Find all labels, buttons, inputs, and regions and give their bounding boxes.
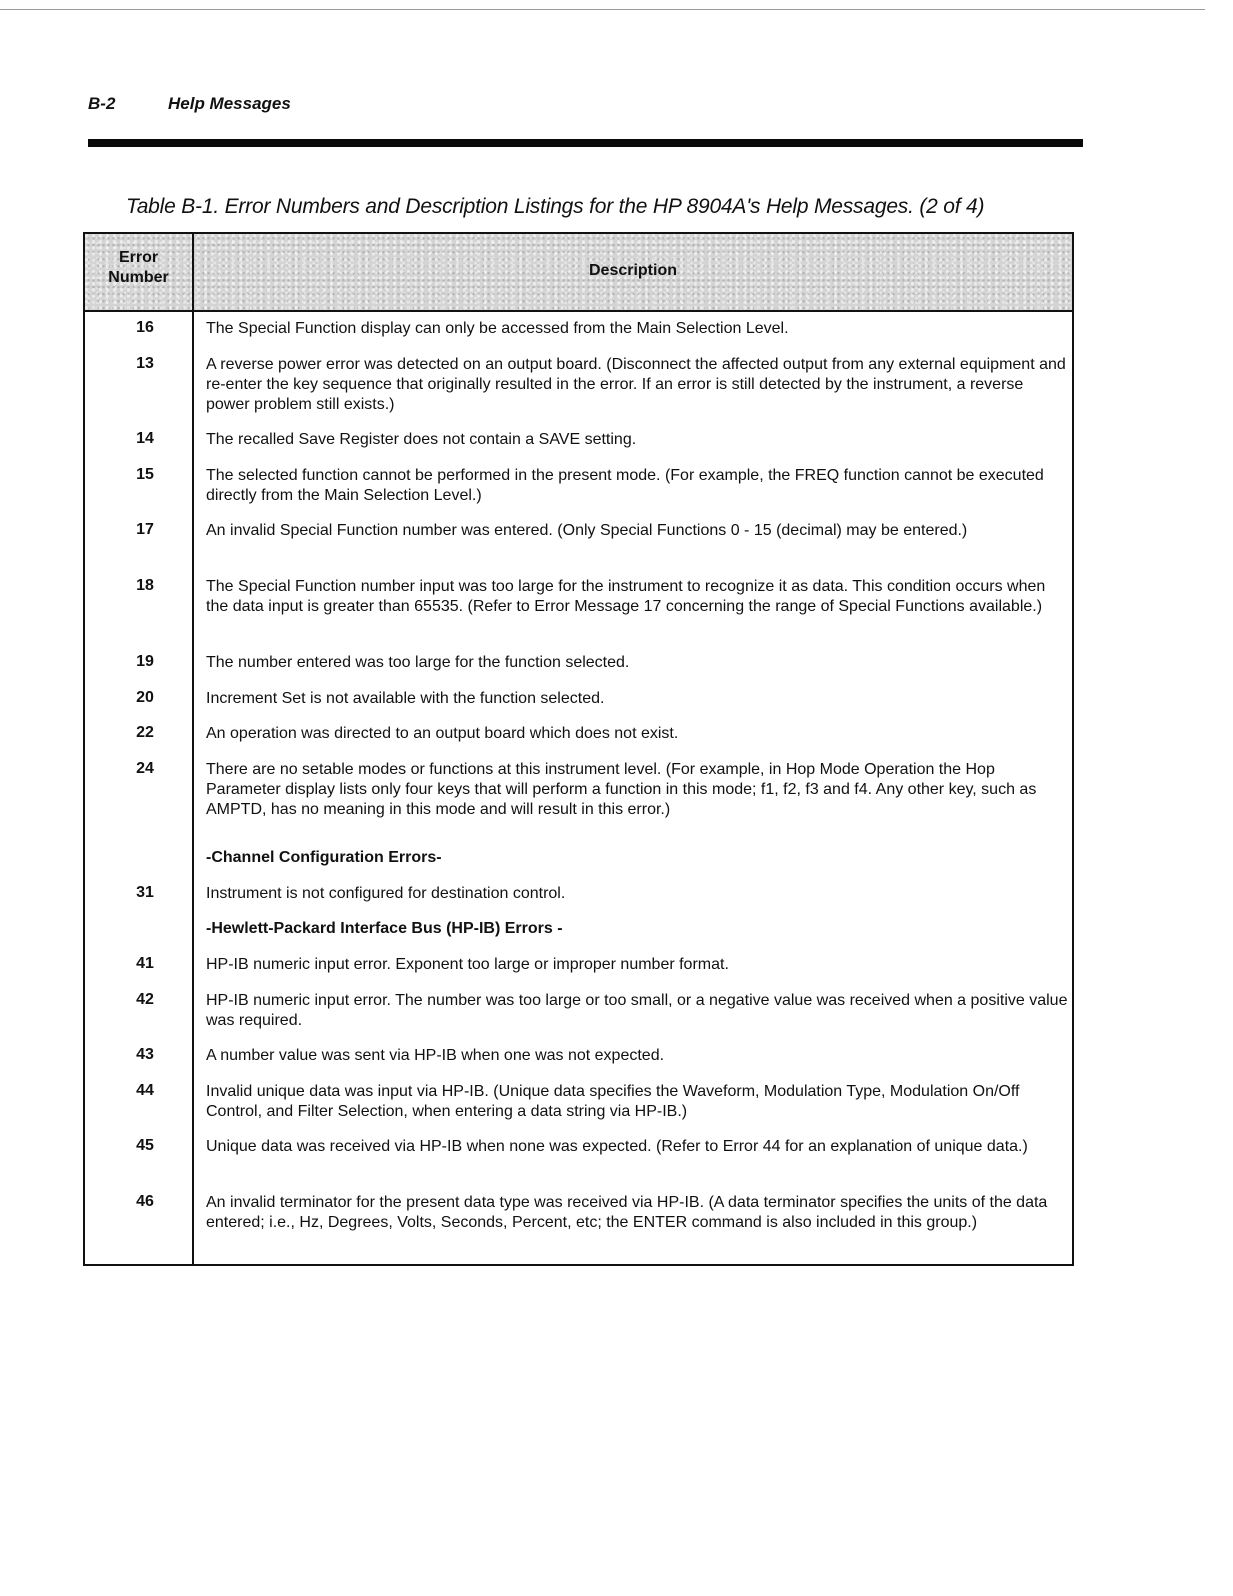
row-number: 22 — [136, 724, 154, 741]
row-number: 19 — [136, 653, 154, 670]
row-description: There are no setable modes or functions at this instrument level. (For example, in Hop Mode Operation the Hop Parameter display lists only four keys that will perform a function in this mode; f1, f2, f3 and f4. Any other key, such as AMPTD, has no meaning in this mode and will result in this error.) — [206, 761, 1037, 818]
row-description: The number entered was too large for the function selected. — [206, 654, 630, 671]
header-description: Description — [588, 262, 677, 279]
row-description: Unique data was received via HP-IB when none was expected. (Refer to Error 44 for an explanation of unique data.) — [206, 1138, 1028, 1155]
header-number-line2: Number — [108, 269, 169, 286]
row-number: 17 — [136, 521, 154, 538]
row-number: 43 — [136, 1046, 154, 1063]
row-description: HP-IB numeric input error. The number was too large or too small, or a negative value was received when a positive value was required. — [206, 992, 1068, 1029]
row-number: 24 — [136, 760, 154, 777]
row-description: Instrument is not configured for destination control. — [206, 885, 566, 902]
row-description: An operation was directed to an output board which does not exist. — [206, 725, 679, 742]
header-rule — [88, 139, 1083, 147]
table-header — [85, 234, 1072, 312]
row-description: The Special Function display can only be accessed from the Main Selection Level. — [206, 320, 789, 337]
top-rule — [0, 9, 1205, 10]
row-number: 42 — [136, 991, 154, 1008]
row-number: 41 — [136, 955, 154, 972]
row-description: The Special Function number input was too large for the instrument to recognize it as data. This condition occurs when the data input is greater than 65535. (Refer to Error Message 17 concerning the range of Special Functions available.) — [206, 578, 1046, 615]
row-number: 14 — [136, 430, 154, 447]
section-title: Help Messages — [168, 94, 291, 113]
row-description: Increment Set is not available with the function selected. — [206, 690, 605, 707]
row-description: An invalid Special Function number was entered. (Only Special Functions 0 - 15 (decimal) may be entered.) — [206, 522, 968, 539]
row-description: Invalid unique data was input via HP-IB. (Unique data specifies the Waveform, Modulation Type, Modulation On/Off Control, and Filter Selection, when entering a data string via HP-IB.) — [206, 1083, 1020, 1120]
row-number: 16 — [136, 319, 154, 336]
column-divider — [192, 234, 194, 1264]
row-number: 18 — [136, 577, 154, 594]
row-description: A reverse power error was detected on an output board. (Disconnect the affected output from any external equipment and re-enter the key sequence that originally resulted in the error. If an error is still detected by the instrument, a reverse power problem still exists.) — [206, 356, 1066, 413]
error-table — [83, 232, 1074, 1266]
table-caption: Table B-1. Error Numbers and Description Listings for the HP 8904A's Help Messages. (2 of 4) — [126, 195, 985, 218]
row-description: The recalled Save Register does not contain a SAVE setting. — [206, 431, 637, 448]
header-number-line1: Error — [118, 249, 159, 266]
row-number: 46 — [136, 1193, 154, 1210]
page-number: B-2 — [88, 94, 116, 113]
row-description: A number value was sent via HP-IB when one was not expected. — [206, 1047, 665, 1064]
row-description: An invalid terminator for the present data type was received via HP-IB. (A data terminator specifies the units of the data entered; i.e., Hz, Degrees, Volts, Seconds, Percent, etc; the ENTER command is also included in this group.) — [206, 1194, 1048, 1231]
row-number: 44 — [136, 1082, 154, 1099]
header-error-number — [85, 248, 192, 288]
row-description: HP-IB numeric input error. Exponent too large or improper number format. — [206, 956, 729, 973]
section-heading: -Hewlett-Packard Interface Bus (HP-IB) Errors - — [206, 920, 563, 937]
running-head — [88, 94, 291, 114]
row-number: 15 — [136, 466, 154, 483]
row-description: The selected function cannot be performed in the present mode. (For example, the FREQ function cannot be executed directly from the Main Selection Level.) — [206, 467, 1044, 504]
section-heading: -Channel Configuration Errors- — [206, 849, 442, 866]
row-number: 45 — [136, 1137, 154, 1154]
row-number: 31 — [136, 884, 154, 901]
row-number: 13 — [136, 355, 154, 372]
row-number: 20 — [136, 689, 154, 706]
